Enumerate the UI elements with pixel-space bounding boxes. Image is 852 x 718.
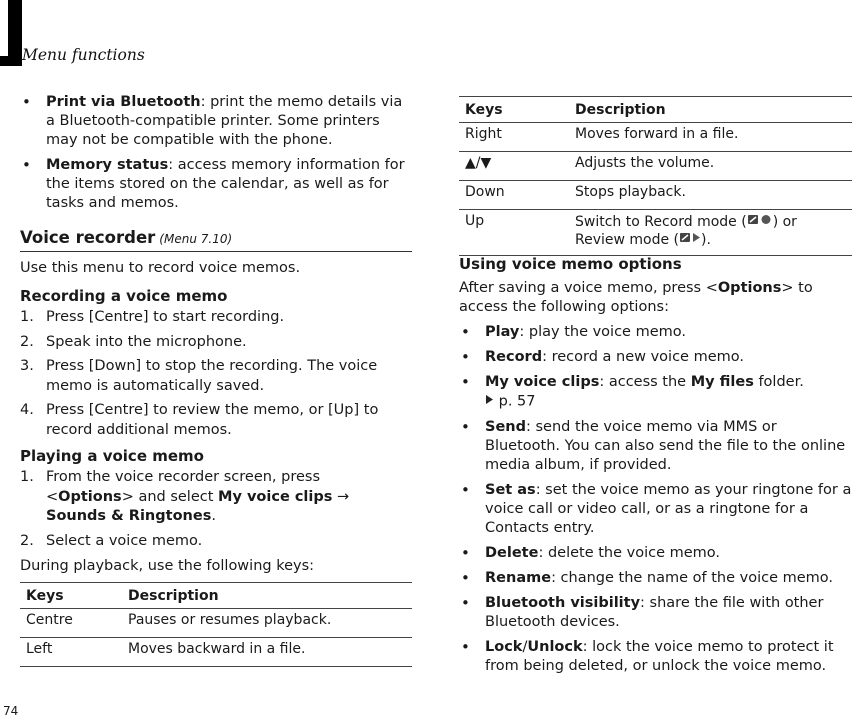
col-description: Description [569, 97, 852, 123]
options-title: Using voice memo options [459, 255, 682, 273]
keys-table-continued [459, 96, 852, 256]
section-title: Voice recorder (Menu 7.10) [20, 228, 233, 247]
left-keys-table-wrap [20, 582, 412, 667]
playing-section [20, 447, 412, 576]
list-item: • Set as: set the voice memo as your ringtone for a voice call or video call, or as a ringtone for a Contacts entry. [459, 481, 852, 538]
page-ref: p. 57 [498, 393, 536, 410]
recording-section [20, 287, 412, 445]
intro-bullets [20, 93, 412, 213]
recording-title: Recording a voice memo [20, 287, 228, 305]
list-item: 2. Speak into the microphone. [20, 333, 247, 350]
list-item: • My voice clips: access the My files folder. p. 57 [459, 373, 852, 412]
options-list [459, 323, 852, 676]
left-column [20, 93, 412, 219]
list-item: 1. Press [Centre] to start recording. [20, 309, 285, 325]
list-item: 1. From the voice recorder screen, press <Options> and select My voice clips → Sounds & Ringtones. [20, 469, 350, 524]
record-mode-icon [747, 213, 773, 231]
list-item: • Record: record a new voice memo. [459, 348, 852, 367]
page-ref-arrow-icon [485, 392, 494, 411]
list-item: 4. Press [Centre] to review the memo, or [Up] to record additional memos. [20, 402, 379, 438]
list-item: 2. Select a voice memo. [20, 532, 203, 549]
list-item: • Lock/Unlock: lock the voice memo to protect it from being deleted, or unlock the voice memo. [459, 638, 852, 676]
table-header [459, 97, 852, 123]
list-item: • Delete: delete the voice memo. [459, 544, 852, 563]
options-intro: After saving a voice memo, press <Options> to access the following options: [459, 280, 813, 315]
section-desc: Use this menu to record voice memos. [20, 260, 301, 276]
list-item: • Rename: change the name of the voice memo. [459, 569, 852, 588]
table-row: Up Switch to Record mode ( ) or Review mode ( ). [459, 210, 852, 256]
recording-steps [20, 308, 412, 440]
page-number: 74 [3, 704, 19, 718]
right-keys-table-wrap [459, 96, 852, 256]
playing-title: Playing a voice memo [20, 447, 204, 465]
list-item: • Play: play the voice memo. [459, 323, 852, 342]
list-item: • Memory status: access memory information for the items stored on the calendar, as well as for tasks and memos. [20, 156, 412, 213]
table-row: Centre Pauses or resumes playback. [20, 609, 412, 638]
voice-recorder-section [20, 228, 412, 278]
list-item: • Bluetooth visibility: share the file with other Bluetooth devices. [459, 594, 852, 632]
table-row: Left Moves backward in a file. [20, 638, 412, 667]
during-text: During playback, use the following keys: [20, 558, 315, 574]
section-rule [20, 251, 412, 252]
header-bar [0, 0, 22, 66]
review-mode-icon [679, 231, 701, 249]
table-header [20, 583, 412, 609]
table-row: Down Stops playback. [459, 181, 852, 210]
keys-table [20, 582, 412, 667]
list-item: • Print via Bluetooth: print the memo details via a Bluetooth-compatible printer. Some printers may not be compatible with the phone. [20, 93, 412, 150]
playing-steps [20, 468, 412, 551]
col-keys: Keys [20, 583, 122, 609]
col-description: Description [122, 583, 412, 609]
table-row: ▲/▼ Adjusts the volume. [459, 152, 852, 181]
menu-ref: (Menu 7.10) [159, 232, 233, 246]
table-row: Right Moves forward in a file. [459, 123, 852, 152]
options-section [459, 255, 852, 682]
header-title: Menu functions [22, 46, 145, 64]
list-item: 3. Press [Down] to stop the recording. The voice memo is automatically saved. [20, 358, 378, 394]
col-keys: Keys [459, 97, 569, 123]
list-item: • Send: send the voice memo via MMS or Bluetooth. You can also send the file to the online media album, if provided. [459, 418, 852, 475]
